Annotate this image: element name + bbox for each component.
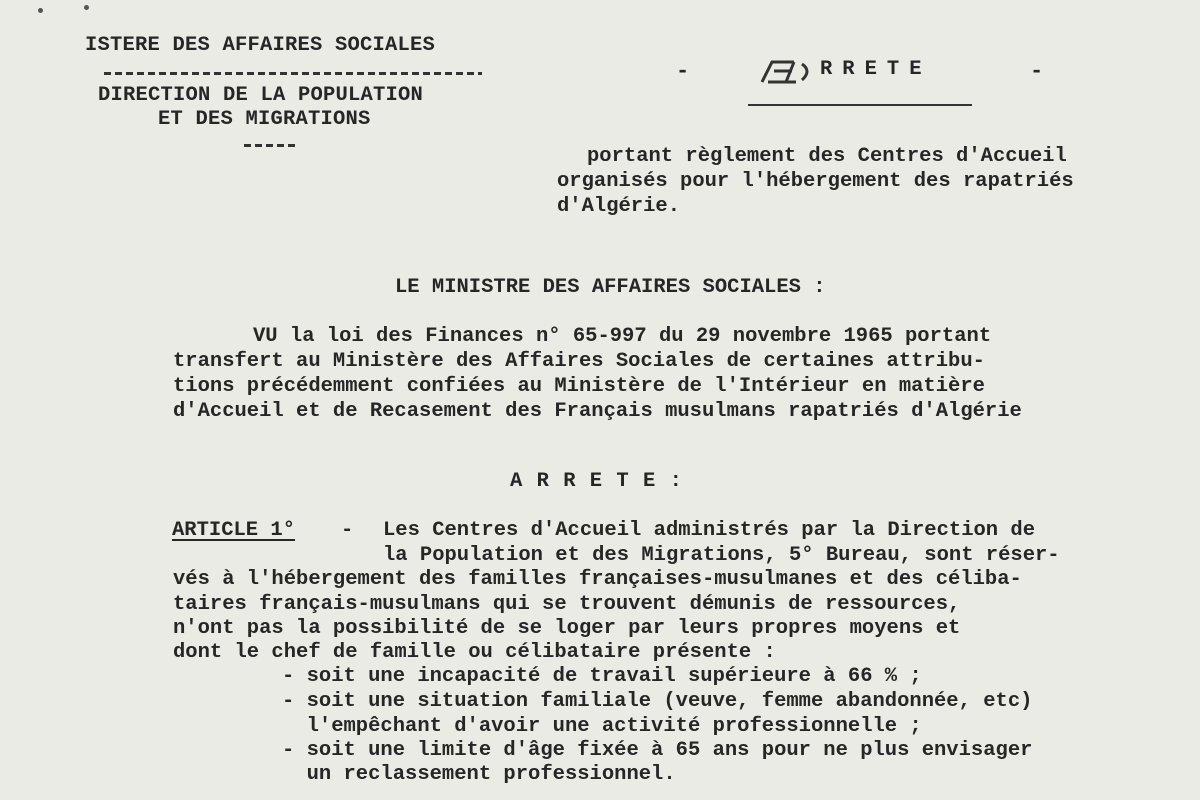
subject-line-3: d'Algérie. (557, 195, 681, 218)
article-1-dash: - (341, 519, 354, 542)
title-underline (748, 104, 972, 106)
article-1-line-6: dont le chef de famille ou célibataire présente : (173, 641, 776, 664)
article-1-line-4: taires français-musulmans qui se trouvent démunis de ressources, (173, 593, 961, 616)
direction-line-2: ET DES MIGRATIONS (158, 108, 371, 131)
article-1-line-1: Les Centres d'Accueil administrés par la Direction de (383, 519, 1036, 542)
ministry-name: ISTERE DES AFFAIRES SOCIALES (85, 34, 436, 57)
direction-line-1: DIRECTION DE LA POPULATION (98, 84, 424, 107)
vu-line-1: VU la loi des Finances n° 65-997 du 29 novembre 1965 portant (253, 325, 992, 348)
title-left-dash: - (676, 59, 690, 84)
vu-line-2: transfert au Ministère des Affaires Sociales de certaines attribu- (173, 350, 985, 373)
minister-heading: LE MINISTRE DES AFFAIRES SOCIALES : (395, 276, 826, 299)
article-1-line-3: vés à l'hébergement des familles françaises-musulmanes et des céliba- (173, 568, 1022, 591)
punch-hole-mark (84, 5, 89, 10)
article-1-line-5: n'ont pas la possibilité de se loger par leurs propres moyens et (173, 617, 961, 640)
article-1-line-2: la Population et des Migrations, 5° Bureau, sont réser- (383, 544, 1060, 567)
condition-bullet-3-continuation: un reclassement professionnel. (282, 763, 676, 786)
condition-bullet-1: - soit une incapacité de travail supérieure à 66 % ; (282, 665, 922, 688)
punch-hole-mark (38, 8, 43, 13)
vu-line-4: d'Accueil et de Recasement des Français musulmans rapatriés d'Algérie (173, 400, 1022, 423)
stylized-a-initial-icon (758, 58, 816, 84)
arrete-heading: A R R E T E : (510, 470, 683, 493)
document-title: RRETE (820, 58, 932, 81)
condition-bullet-2-continuation: l'empêchant d'avoir une activité professionnelle ; (282, 715, 922, 738)
vu-line-3: tions précédemment confiées au Ministère de l'Intérieur en matière (173, 375, 985, 398)
article-1-label: ARTICLE 1° (172, 519, 296, 542)
subject-line-2: organisés pour l'hébergement des rapatriés (557, 170, 1074, 193)
condition-bullet-2: - soit une situation familiale (veuve, femme abandonnée, etc) (282, 690, 1033, 713)
condition-bullet-3: - soit une limite d'âge fixée à 65 ans pour ne plus envisager (282, 739, 1033, 762)
direction-dash-rule (244, 144, 296, 147)
title-right-dash: - (1030, 59, 1044, 84)
ministry-dash-rule (104, 72, 482, 75)
subject-line-1: portant règlement des Centres d'Accueil (587, 145, 1067, 168)
